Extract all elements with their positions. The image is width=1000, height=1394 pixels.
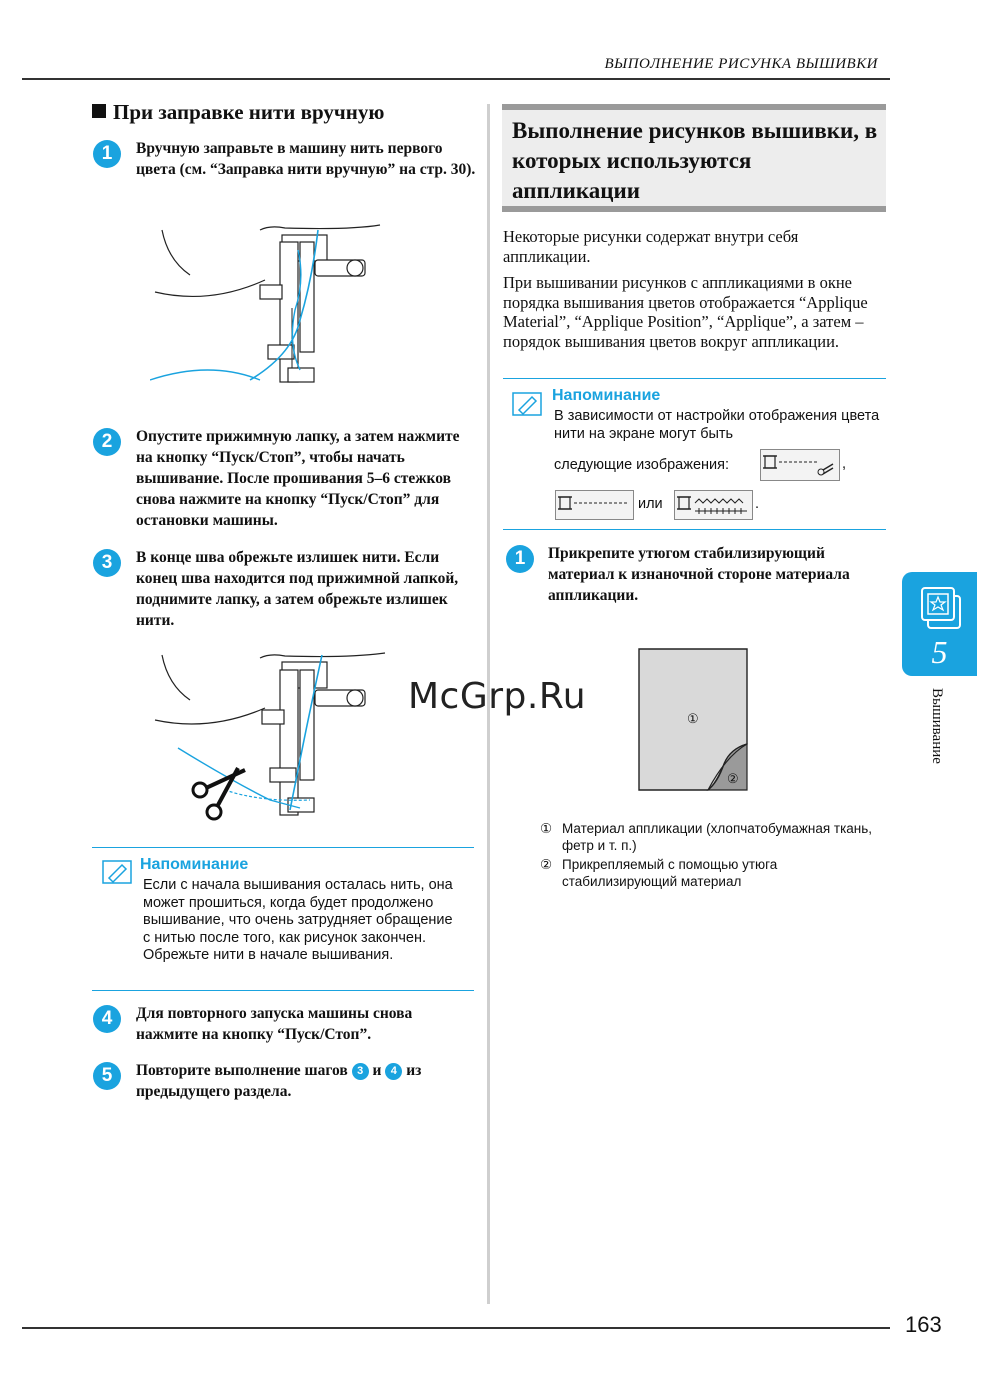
step-3-badge: 3	[93, 549, 121, 577]
figure-label-2: ②	[727, 771, 739, 786]
note-heading: Напоминание	[552, 387, 661, 404]
note-text-2: следующие изображения:	[554, 457, 729, 473]
note-top-rule	[503, 378, 886, 379]
note-or: или	[638, 496, 663, 512]
footer-rule	[22, 1327, 890, 1329]
note-text: Если с начала вышивания осталась нить, она может прошиться, когда будет продолжено вышивание, что очень затрудняет обращение с нитью после того, как рисунок закончен. Обрежьте нити в начале вышивания.	[143, 877, 453, 963]
step-1-text: Вручную заправьте в машину нить первого цвета (см. “Заправка нити вручную” на стр. 30).	[136, 140, 476, 178]
step-ref-badge: 4	[385, 1063, 402, 1080]
note-bottom-rule	[92, 990, 474, 991]
note-comma: ,	[842, 456, 847, 472]
running-header: ВЫПОЛНЕНИЕ РИСУНКА ВЫШИВКИ	[604, 56, 878, 72]
header-rule	[22, 78, 890, 80]
step-ref-badge: 3	[352, 1063, 369, 1080]
thread-dashed-display-icon	[555, 490, 634, 520]
step-5-badge: 5	[93, 1062, 121, 1090]
thread-scissors-display-icon	[760, 449, 840, 481]
step-5-text: Повторите выполнение шагов 3 и 4 из предыдущего раздела.	[136, 1062, 422, 1100]
note-period: .	[755, 496, 760, 512]
presser-foot-scissors-illustration	[150, 650, 390, 825]
chapter-label: Вышивание	[929, 688, 945, 764]
section-heading: Выполнение рисунков вышивки, в которых используются аппликации	[512, 118, 878, 203]
memo-icon	[512, 392, 542, 416]
right-step-1-badge: 1	[506, 545, 534, 573]
memo-icon	[102, 860, 132, 884]
caption-num-1: ①	[540, 821, 553, 836]
note-heading: Напоминание	[140, 856, 249, 873]
caption-text-2: Прикрепляемый с помощью утюга стабилизирующий материал	[562, 857, 778, 889]
right-step-1-text: Прикрепите утюгом стабилизирующий материал к изнаночной стороне материала аппликации.	[548, 545, 850, 604]
caption-text-1: Материал аппликации (хлопчатобумажная ткань, фетр и т. п.)	[562, 821, 873, 853]
chapter-tab	[902, 572, 977, 676]
step-2-badge: 2	[93, 428, 121, 456]
page-number: 163	[905, 1312, 942, 1337]
step-4-badge: 4	[93, 1005, 121, 1033]
section-heading-box	[502, 104, 886, 212]
step-3-text: В конце шва обрежьте излишек нити. Если конец шва находится под прижимной лапкой, поднимите лапку, а затем обрежьте излишек нити.	[136, 549, 459, 629]
watermark: McGrp.Ru	[408, 676, 587, 717]
thread-zigzag-display-icon	[674, 490, 753, 520]
intro-paragraph-1: Некоторые рисунки содержат внутри себя аппликации.	[503, 227, 799, 266]
caption-num-2: ②	[540, 857, 553, 872]
chapter-number: 5	[931, 634, 948, 670]
intro-paragraph-2: При вышивании рисунков с аппликациями в окне порядка вышивания цветов отображается “Applique Material”, “Applique Position”, “Applique”, а затем – порядок вышивания цветов вокруг аппликации.	[503, 273, 868, 351]
step-1-badge: 1	[93, 140, 121, 168]
embroidery-frame-icon	[918, 584, 966, 632]
note-top-rule	[92, 847, 474, 848]
step-4-text: Для повторного запуска машины снова нажмите на кнопку “Пуск/Стоп”.	[136, 1005, 413, 1043]
section-title: При заправке нити вручную	[92, 100, 384, 125]
figure-label-1: ①	[687, 711, 699, 726]
note-bottom-rule	[503, 529, 886, 530]
step-2-text: Опустите прижимную лапку, а затем нажмите на кнопку “Пуск/Стоп”, чтобы начать вышивание. После прошивания 5–6 стежков снова нажмите на кнопку “Пуск/Стоп” для остановки машины.	[136, 428, 460, 529]
presser-foot-illustration-1	[150, 220, 390, 390]
note-text: В зависимости от настройки отображения цвета нити на экране могут быть	[554, 408, 880, 442]
square-bullet-icon	[92, 104, 106, 118]
